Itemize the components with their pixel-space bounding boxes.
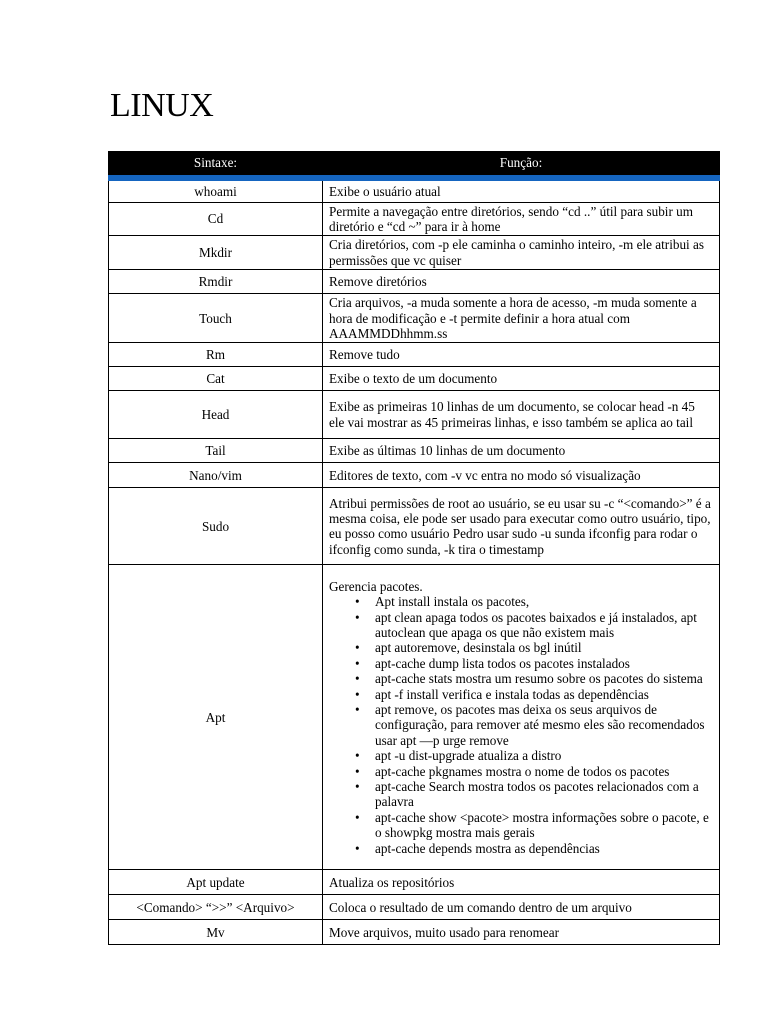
table-row xyxy=(109,202,720,236)
function-cell: Cria diretórios, com -p ele caminha o caminho inteiro, -m ele atribui as permissões que vc quiser xyxy=(323,236,720,270)
table-row xyxy=(109,343,720,367)
table-row xyxy=(109,391,720,439)
function-cell xyxy=(323,565,720,870)
function-cell: Remove diretórios xyxy=(323,270,720,294)
table-row xyxy=(109,236,720,270)
list-item: • apt clean apaga todos os pacotes baixados e já instalados, apt autoclean que apaga os que não existem mais xyxy=(375,610,713,641)
list-item: • apt autoremove, desinstala os bgl inútil xyxy=(375,640,713,655)
table-row xyxy=(109,270,720,294)
table-row xyxy=(109,439,720,463)
syntax-cell: Rm xyxy=(109,343,323,367)
function-cell: Remove tudo xyxy=(323,343,720,367)
function-cell: Exibe o texto de um documento xyxy=(323,367,720,391)
syntax-cell: Cd xyxy=(109,202,323,236)
function-cell: Exibe as últimas 10 linhas de um documento xyxy=(323,439,720,463)
header-function: Função: xyxy=(323,151,720,178)
syntax-cell: Touch xyxy=(109,294,323,343)
list-item: • apt -f install verifica e instala todas as dependências xyxy=(375,687,713,702)
table-row xyxy=(109,294,720,343)
list-item: • apt-cache stats mostra um resumo sobre os pacotes do sistema xyxy=(375,671,713,686)
table-row xyxy=(109,895,720,920)
syntax-cell: Mv xyxy=(109,920,323,945)
syntax-cell: Cat xyxy=(109,367,323,391)
function-cell: Atualiza os repositórios xyxy=(323,870,720,895)
table-row xyxy=(109,488,720,565)
table-row xyxy=(109,178,720,202)
function-cell: Permite a navegação entre diretórios, sendo “cd ..” útil para subir um diretório e “cd ~” para ir à home xyxy=(323,202,720,236)
table-row xyxy=(109,920,720,945)
function-cell: Coloca o resultado de um comando dentro de um arquivo xyxy=(323,895,720,920)
syntax-cell: Mkdir xyxy=(109,236,323,270)
syntax-cell: Tail xyxy=(109,439,323,463)
list-item: • apt -u dist-upgrade atualiza a distro xyxy=(375,748,713,763)
function-cell: Cria arquivos, -a muda somente a hora de acesso, -m muda somente a hora de modificação e -t permite definir a hora atual com AAAMMDDhhmm.ss xyxy=(323,294,720,343)
syntax-cell: Nano/vim xyxy=(109,463,323,488)
syntax-cell: Rmdir xyxy=(109,270,323,294)
header-syntax: Sintaxe: xyxy=(109,151,323,178)
syntax-cell: Apt xyxy=(109,565,323,870)
table-header-row xyxy=(109,151,720,178)
table-row xyxy=(109,463,720,488)
list-item: • apt-cache Search mostra todos os pacotes relacionados com a palavra xyxy=(375,779,713,810)
syntax-cell: whoami xyxy=(109,178,323,202)
function-cell: Move arquivos, muito usado para renomear xyxy=(323,920,720,945)
list-item: • apt-cache pkgnames mostra o nome de todos os pacotes xyxy=(375,764,713,779)
apt-bullet-list xyxy=(329,594,713,856)
function-cell: Atribui permissões de root ao usuário, se eu usar su -c “<comando>” é a mesma coisa, ele pode ser usado para executar como outro usuário, tipo, eu posso como usuário Pedro usar sudo -u sunda ifconfig para rodar o ifconfig como sunda, -k tira o timestamp xyxy=(323,488,720,565)
table-row xyxy=(109,367,720,391)
syntax-cell: <Comando> “>>” <Arquivo> xyxy=(109,895,323,920)
syntax-cell: Sudo xyxy=(109,488,323,565)
commands-table xyxy=(108,151,720,945)
function-cell: Editores de texto, com -v vc entra no modo só visualização xyxy=(323,463,720,488)
syntax-cell: Head xyxy=(109,391,323,439)
function-cell: Exibe o usuário atual xyxy=(323,178,720,202)
page-title: LINUX xyxy=(110,87,214,124)
list-item: • apt remove, os pacotes mas deixa os seus arquivos de configuração, para remover até mesmo eles são recomendados usar apt —p urge remove xyxy=(375,702,713,748)
list-item: • apt-cache depends mostra as dependências xyxy=(375,841,713,856)
table-row xyxy=(109,565,720,870)
list-item: • Apt install instala os pacotes, xyxy=(375,594,713,609)
list-item: • apt-cache dump lista todos os pacotes instalados xyxy=(375,656,713,671)
syntax-cell: Apt update xyxy=(109,870,323,895)
table-row xyxy=(109,870,720,895)
function-intro: Gerencia pacotes. xyxy=(329,578,423,594)
list-item: • apt-cache show <pacote> mostra informações sobre o pacote, e o showpkg mostra mais gerais xyxy=(375,810,713,841)
function-cell: Exibe as primeiras 10 linhas de um documento, se colocar head -n 45 ele vai mostrar as 45 primeiras linhas, e isso também se aplica ao tail xyxy=(323,391,720,439)
